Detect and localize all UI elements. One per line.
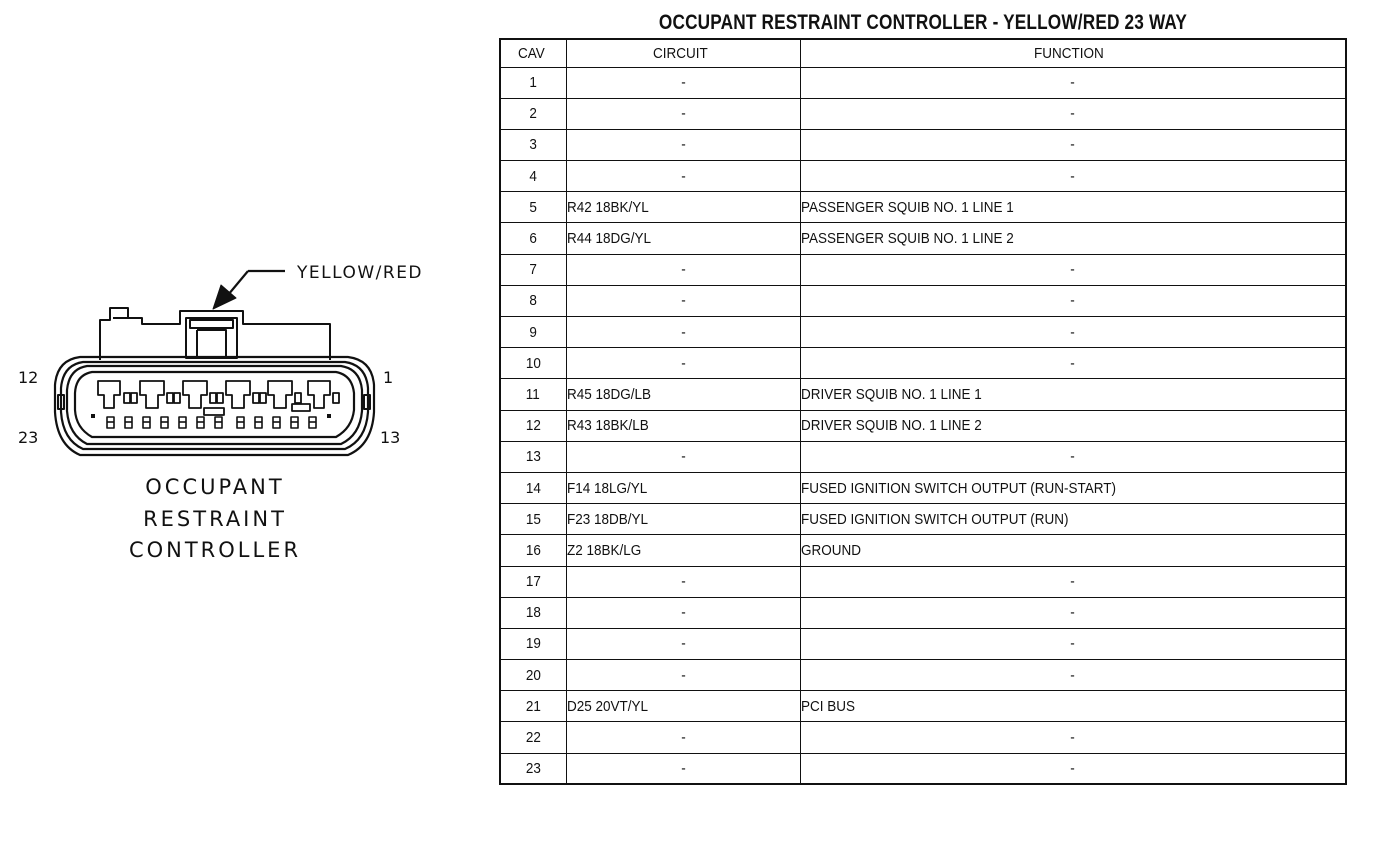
cell-circuit: -: [566, 317, 800, 348]
cell-circuit: -: [566, 753, 800, 784]
pin-label-top-left: 12: [18, 368, 39, 387]
table-row: [500, 410, 1346, 441]
table-row: [500, 441, 1346, 472]
cell-function: -: [800, 628, 1346, 659]
cell-cav: 18: [500, 597, 566, 628]
cell-cav: 22: [500, 722, 566, 753]
cell-cav: 12: [500, 410, 566, 441]
cell-cav: 20: [500, 660, 566, 691]
cell-function: GROUND: [800, 535, 1346, 566]
cell-circuit: -: [566, 254, 800, 285]
table-row: [500, 223, 1346, 254]
connector-top-housing: [100, 308, 330, 360]
cell-function: DRIVER SQUIB NO. 1 LINE 1: [800, 379, 1346, 410]
cell-function: PCI BUS: [800, 691, 1346, 722]
connector-caption-line-1: OCCUPANT: [145, 475, 285, 499]
cell-cav: 3: [500, 129, 566, 160]
cell-cav: 13: [500, 441, 566, 472]
upper-cavity-row: [98, 381, 339, 415]
table-body: [500, 67, 1346, 784]
cell-circuit: -: [566, 660, 800, 691]
cell-function: FUSED IGNITION SWITCH OUTPUT (RUN): [800, 504, 1346, 535]
table-row: [500, 129, 1346, 160]
cell-circuit: D25 20VT/YL: [566, 691, 800, 722]
cell-function: PASSENGER SQUIB NO. 1 LINE 2: [800, 223, 1346, 254]
cell-circuit: R43 18BK/LB: [566, 410, 800, 441]
table-row: [500, 597, 1346, 628]
cell-function: -: [800, 67, 1346, 98]
cell-circuit: -: [566, 722, 800, 753]
cell-function: -: [800, 129, 1346, 160]
pinout-table: [499, 38, 1347, 785]
cell-cav: 15: [500, 504, 566, 535]
cell-cav: 7: [500, 254, 566, 285]
cell-cav: 5: [500, 192, 566, 223]
pin-label-bottom-left: 23: [18, 428, 39, 447]
cell-function: FUSED IGNITION SWITCH OUTPUT (RUN-START): [800, 472, 1346, 503]
cell-cav: 8: [500, 285, 566, 316]
cell-function: -: [800, 285, 1346, 316]
cell-function: PASSENGER SQUIB NO. 1 LINE 1: [800, 192, 1346, 223]
cell-cav: 10: [500, 348, 566, 379]
cell-function: -: [800, 660, 1346, 691]
table-row: [500, 566, 1346, 597]
cell-cav: 4: [500, 161, 566, 192]
connector-color-label: YELLOW/RED: [297, 263, 424, 283]
cell-function: -: [800, 597, 1346, 628]
cell-circuit: R44 18DG/YL: [566, 223, 800, 254]
cell-circuit: -: [566, 67, 800, 98]
table-header-row: [500, 39, 1346, 67]
cell-function: -: [800, 441, 1346, 472]
cell-circuit: R42 18BK/YL: [566, 192, 800, 223]
table-row: [500, 472, 1346, 503]
cell-circuit: -: [566, 129, 800, 160]
cell-function: -: [800, 254, 1346, 285]
cell-cav: 6: [500, 223, 566, 254]
connector-caption-line-2: RESTRAINT: [143, 507, 287, 531]
cell-function: -: [800, 161, 1346, 192]
leader-line-diagonal: [228, 271, 248, 295]
connector-outer-shell: [55, 357, 374, 455]
table-row: [500, 254, 1346, 285]
cell-circuit: R45 18DG/LB: [566, 379, 800, 410]
cell-circuit: F23 18DB/YL: [566, 504, 800, 535]
cell-circuit: -: [566, 566, 800, 597]
table-row: [500, 535, 1346, 566]
cell-cav: 11: [500, 379, 566, 410]
cell-cav: 17: [500, 566, 566, 597]
cell-cav: 9: [500, 317, 566, 348]
table-row: [500, 660, 1346, 691]
cell-circuit: -: [566, 285, 800, 316]
cell-circuit: -: [566, 441, 800, 472]
header-cav: CAV: [500, 39, 566, 67]
cell-circuit: -: [566, 161, 800, 192]
cell-cav: 21: [500, 691, 566, 722]
cell-function: -: [800, 566, 1346, 597]
table-row: [500, 722, 1346, 753]
lower-cavity-row: [107, 417, 316, 428]
table-row: [500, 379, 1346, 410]
cell-circuit: -: [566, 98, 800, 129]
cell-circuit: -: [566, 597, 800, 628]
cell-cav: 16: [500, 535, 566, 566]
table-row: [500, 504, 1346, 535]
header-circuit: CIRCUIT: [566, 39, 800, 67]
header-function: FUNCTION: [800, 39, 1346, 67]
table-row: [500, 317, 1346, 348]
cell-circuit: -: [566, 628, 800, 659]
table-row: [500, 161, 1346, 192]
table-title: OCCUPANT RESTRAINT CONTROLLER - YELLOW/RED 23 WAY: [658, 11, 1188, 34]
cell-function: -: [800, 753, 1346, 784]
pin-label-top-right: 1: [383, 368, 394, 387]
cell-cav: 1: [500, 67, 566, 98]
pin-label-bottom-right: 13: [380, 428, 401, 447]
cell-cav: 23: [500, 753, 566, 784]
cell-function: -: [800, 317, 1346, 348]
table-row: [500, 98, 1346, 129]
cell-function: DRIVER SQUIB NO. 1 LINE 2: [800, 410, 1346, 441]
table-row: [500, 628, 1346, 659]
table-row: [500, 691, 1346, 722]
connector-diagram: [0, 0, 470, 600]
cell-function: -: [800, 348, 1346, 379]
cell-circuit: F14 18LG/YL: [566, 472, 800, 503]
table-row: [500, 192, 1346, 223]
cell-cav: 19: [500, 628, 566, 659]
table-row: [500, 753, 1346, 784]
cell-function: -: [800, 722, 1346, 753]
cell-circuit: -: [566, 348, 800, 379]
cell-function: -: [800, 98, 1346, 129]
table-row: [500, 67, 1346, 98]
cell-cav: 14: [500, 472, 566, 503]
connector-caption-line-3: CONTROLLER: [128, 538, 302, 562]
cell-circuit: Z2 18BK/LG: [566, 535, 800, 566]
table-row: [500, 285, 1346, 316]
table-row: [500, 348, 1346, 379]
cell-cav: 2: [500, 98, 566, 129]
